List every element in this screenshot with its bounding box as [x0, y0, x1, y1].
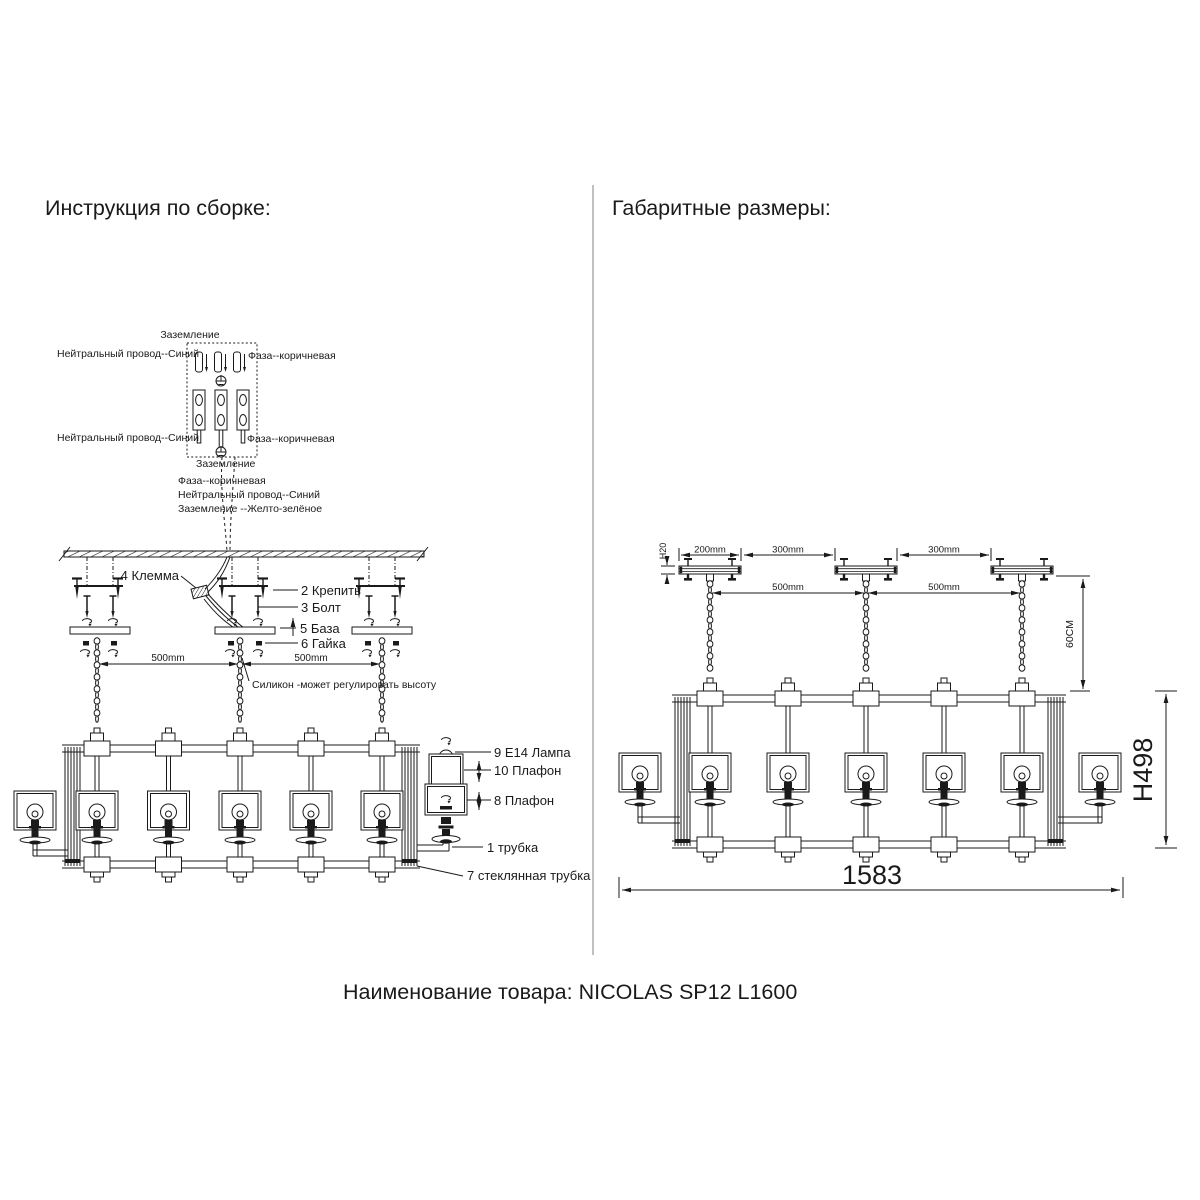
- dim-total-length: 1583: [841, 860, 903, 890]
- callout-shade-lower: 8 Плафон: [494, 793, 555, 808]
- callout-tube: 1 трубка: [487, 840, 539, 855]
- dim-chain-span-right: 500mm: [928, 582, 960, 593]
- neutral-label-top: Нейтральный провод--Синий: [57, 348, 200, 360]
- ground-label-top: Заземление: [160, 329, 220, 341]
- dim-gap-right: 300mm: [928, 544, 960, 556]
- dim-canopy-height: H20: [658, 542, 668, 560]
- callout-clamp: 4 Клемма: [120, 568, 179, 583]
- dim-canopy-width: 200mm: [694, 544, 726, 556]
- right-panel-title: Габаритные размеры:: [612, 196, 831, 220]
- callout-nut: 6 Гайка: [301, 636, 346, 651]
- callout-silicone-note: Силикон -может регулировать высоту: [252, 679, 437, 691]
- dim-chain-span-left: 500mm: [772, 582, 804, 593]
- dim-gap-left: 300mm: [772, 544, 804, 556]
- callout-shade-upper: 10 Плафон: [494, 763, 562, 778]
- callout-fasten: 2 Крепить: [301, 583, 361, 598]
- neutral-label-bottom: Нейтральный провод--Синий: [57, 432, 200, 444]
- callout-glass-tube: 7 стеклянная трубка: [467, 868, 591, 883]
- callout-lamp: 9 E14 Лампа: [494, 745, 571, 760]
- generated-geometry: [14, 557, 1121, 882]
- phase-label-bottom: Фаза--коричневая: [247, 433, 335, 445]
- ground-label-bottom: Заземление: [196, 458, 256, 470]
- legend-neutral: Нейтральный провод--Синий: [178, 489, 321, 501]
- callout-bolt: 3 Болт: [301, 600, 341, 615]
- product-name: Наименование товара: NICOLAS SP12 L1600: [343, 980, 798, 1004]
- left-span-dim-1: 500mm: [151, 653, 185, 664]
- dim-suspension-drop: 60CM: [1064, 619, 1076, 649]
- legend-ground: Заземление --Желто-зелёное: [178, 503, 323, 515]
- phase-label-top: Фаза--коричневая: [248, 350, 336, 362]
- callout-base: 5 База: [300, 621, 340, 636]
- left-span-dim-2: 500mm: [294, 653, 328, 664]
- dim-body-height: H498: [1128, 737, 1158, 803]
- exploded-lamp-detail: [417, 750, 491, 876]
- legend-phase: Фаза--коричневая: [178, 475, 266, 487]
- left-panel-title: Инструкция по сборке:: [45, 196, 271, 220]
